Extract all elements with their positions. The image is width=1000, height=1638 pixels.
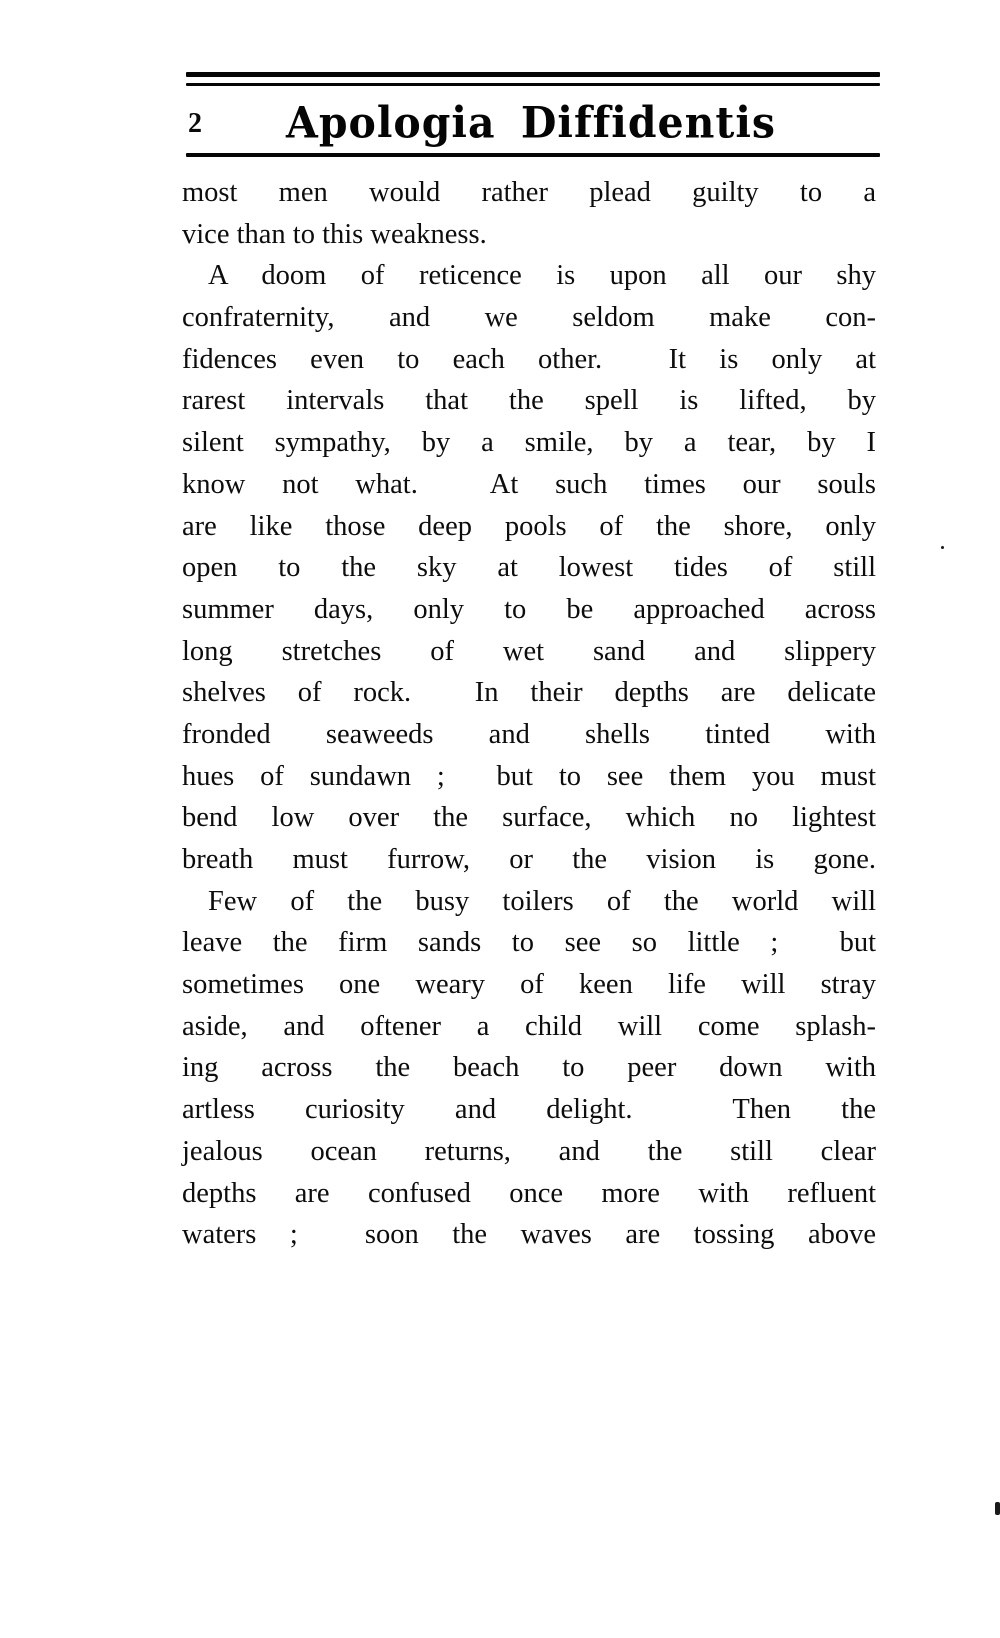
text-line: sometimes one weary of keen life will stray [182, 969, 876, 1001]
text-line: bend low over the surface, which no lightest [182, 802, 876, 834]
text-line: vice than to this weakness. [182, 218, 487, 250]
header-rule [186, 153, 880, 157]
text-line: hues of sundawn ; but to see them you must [182, 760, 876, 792]
text-line: silent sympathy, by a smile, by a tear, by I [182, 427, 876, 459]
body-text-column [182, 172, 876, 1256]
text-line: shelves of rock. In their depths are delicate [182, 677, 876, 709]
text-line: artless curiosity and delight. Then the [182, 1094, 876, 1126]
text-line-paragraph-start: Few of the busy toilers of the world will [208, 885, 876, 917]
page-number: 2 [188, 108, 202, 139]
text-line: know not what. At such times our souls [182, 468, 876, 500]
top-rule-thin [186, 83, 880, 86]
scan-speck [995, 1502, 1000, 1515]
text-line: fronded seaweeds and shells tinted with [182, 718, 876, 750]
top-rule-thick [186, 72, 880, 77]
text-line: long stretches of wet sand and slippery [182, 635, 876, 667]
text-line: confraternity, and we seldom make con- [182, 302, 876, 334]
text-line-paragraph-end: breath must furrow, or the vision is gone. [182, 844, 876, 875]
page-header [182, 96, 880, 150]
text-line: fidences even to each other. It is only at [182, 343, 876, 375]
text-line: depths are confused once more with refluent [182, 1177, 876, 1209]
text-line: leave the firm sands to see so little ; but [182, 927, 876, 959]
text-line: are like those deep pools of the shore, only [182, 510, 876, 542]
text-line: aside, and oftener a child will come splash- [182, 1010, 876, 1042]
text-line: jealous ocean returns, and the still clear [182, 1135, 876, 1167]
text-line: summer days, only to be approached across [182, 593, 876, 625]
text-line: rarest intervals that the spell is lifted, by [182, 385, 876, 417]
text-line: most men would rather plead guilty to a [182, 177, 876, 208]
text-line-paragraph-start: A doom of reticence is upon all our shy [208, 260, 876, 292]
text-line: open to the sky at lowest tides of still [182, 552, 876, 584]
text-line: waters ; soon the waves are tossing above [182, 1219, 876, 1251]
running-head-title: Apologia Diffidentis [286, 98, 776, 148]
scan-speck [941, 546, 944, 549]
text-line: ing across the beach to peer down with [182, 1052, 876, 1084]
